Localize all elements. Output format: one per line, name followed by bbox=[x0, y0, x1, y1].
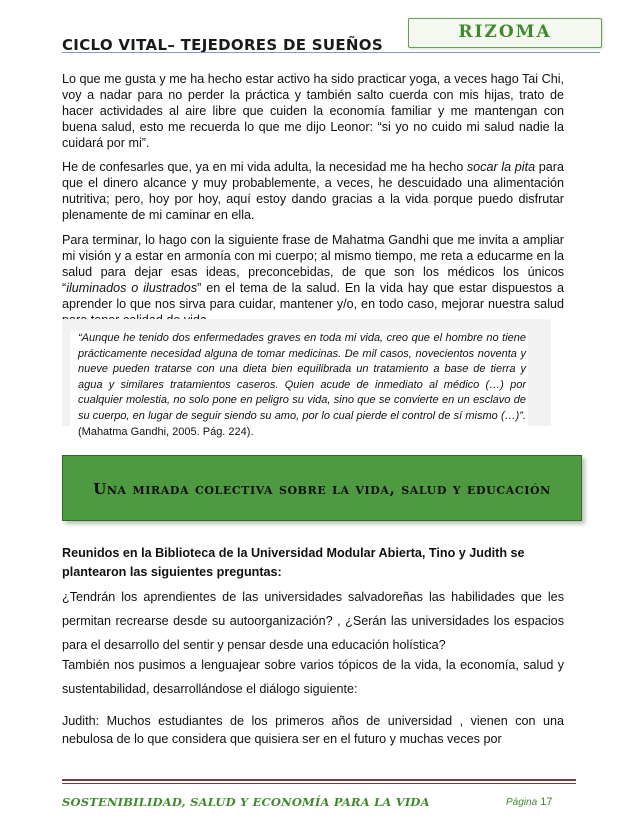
paragraph-2-part-b: para que el dinero alcance y muy probablemente, a veces, he descuidado una alimentación nutritiva; pero, hoy por hoy, aquí estoy dando gracias a la vida porque puedo disfrutar plenamente de mi caminar en ella. bbox=[62, 160, 564, 222]
footer-divider-thin bbox=[62, 783, 576, 784]
questions-paragraph: ¿Tendrán los aprendientes de las universidades salvadoreñas las habilidades que les permitan recrearse desde su autoorganización? , ¿Serán las universidades los espacios para el desarrollo del sentir y pensar desde una educación holística? bbox=[62, 590, 564, 652]
paragraph-2-emphasis: socar la pita bbox=[466, 160, 536, 174]
header-divider bbox=[62, 52, 600, 53]
quote-body: “Aunque he tenido dos enfermedades graves en toda mi vida, creo que el hombre no tiene prácticamente necesidad alguna de tomar medicinas. De mil casos, novecientos noventa y nueve pueden tratarse con una dieta bien equilibrada un tratamiento a base de tierra y agua y similares tratamientos caseros. Quien acude de inmediato al médico (…) por cualquier molestia, no solo pone en peligro su vida, sino que se convierte en un esclavo de su cuerpo, en lugar de seguir siendo su amo, por lo cual pierde el control de sí mismo (…)”. bbox=[78, 332, 526, 422]
section-banner-title: Una mirada colectiva sobre la vida, salud y educación bbox=[93, 480, 551, 498]
gandhi-quote bbox=[78, 331, 526, 440]
paragraph-3-part-a: Para terminar, lo hago con la siguiente frase de Mahatma Gandhi que me invita a ampliar mi visión y a estar en armonía con mi cuerpo; al mismo tiempo, me reta a educarme en la salud para dejar esas ideas, preconcebidas, de que son los médicos los únicos “ bbox=[62, 233, 564, 295]
section-banner bbox=[62, 455, 582, 521]
dialog-paragraph: Judith: Muchos estudiantes de los primeros años de universidad , vienen con una nebulosa de lo que considera que quisiera ser en el futuro y muchas veces por bbox=[62, 714, 564, 746]
page-label: Página bbox=[506, 797, 538, 808]
paragraph-3-part-b: ” en el tema de la salud. En la vida hay que estar dispuestos a aprender lo que nos sirva para cuidar, mantener y/o, en todo caso, mejorar nuestra salud bbox=[62, 281, 564, 311]
topics-paragraph: También nos pusimos a lenguajear sobre varios tópicos de la vida, la economía, salud y sustentabilidad, desarrollándose el diálogo siguiente: bbox=[62, 658, 564, 696]
footer-title: SOSTENIBILIDAD, SALUD Y ECONOMÍA PARA LA VIDA bbox=[62, 795, 430, 809]
section-intro: Reunidos en la Biblioteca de la Universidad Modular Abierta, Tino y Judith se plantearon las siguientes preguntas: bbox=[62, 546, 525, 579]
page-number-value: 17 bbox=[540, 796, 553, 808]
header-title: CICLO VITAL– TEJEDORES DE SUEÑOS bbox=[62, 36, 383, 54]
paragraph-1: Lo que me gusta y me ha hecho estar activo ha sido practicar yoga, a veces hago Tai Chi, voy a nadar para no perder la práctica y también salto cuerda con mis hijas, trato de hacer actividades al aire libre que cuiden la economía familiar y me mantengan con buena salud, esto me recuerda lo que me dijo Leonor: “si yo no cuido mi salud nadie la cuidará por mi”. bbox=[62, 72, 564, 150]
logo-text: RIZOMA bbox=[458, 22, 552, 42]
logo-badge bbox=[408, 18, 602, 48]
paragraph-3 bbox=[62, 232, 564, 328]
page-number bbox=[506, 796, 552, 808]
footer-divider-thick bbox=[62, 779, 576, 781]
paragraph-2-part-a: He de confesarles que, ya en mi vida adulta, la necesidad me ha hecho bbox=[62, 160, 467, 174]
paragraph-2 bbox=[62, 159, 564, 223]
paragraph-3-emphasis: iluminados o ilustrados bbox=[66, 281, 198, 295]
quote-citation: (Mahatma Gandhi, 2005. Pág. 224). bbox=[78, 425, 254, 438]
